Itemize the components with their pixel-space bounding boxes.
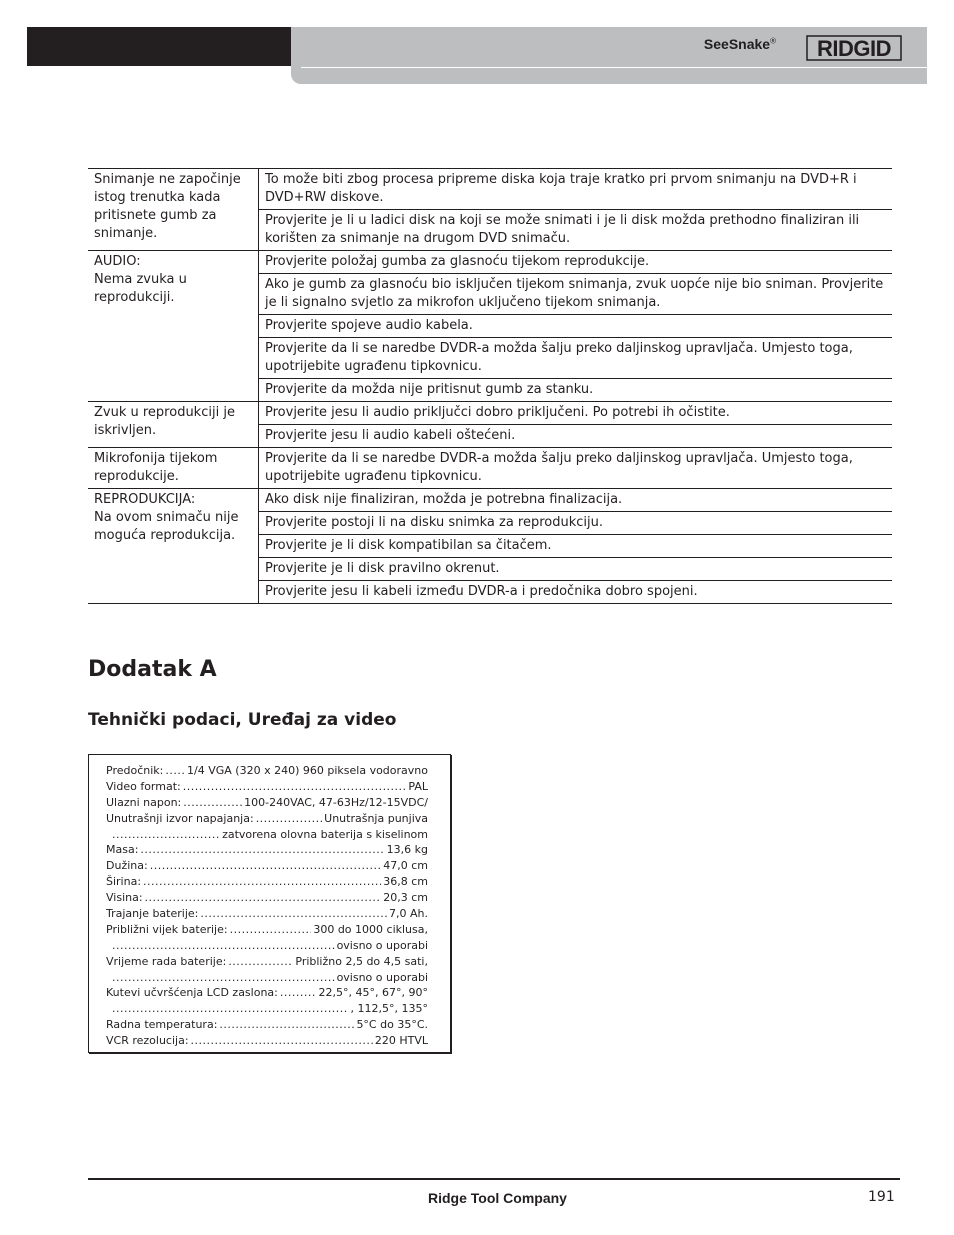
- table-row: [88, 448, 892, 489]
- spec-leader-dots: [143, 874, 381, 890]
- spec-value: 220 HTVL: [374, 1034, 428, 1048]
- header-black-bar: [27, 27, 291, 66]
- spec-value: 47,0 cm: [383, 859, 428, 873]
- header-tab: [291, 66, 927, 84]
- solution-cell: Ako je gumb za glasnoću bio isključen tijekom snimanja, zvuk uopće nije bio sniman. Provjerite je li signalno svjetlo za mikrofon uključeno tijekom snimanja.: [259, 274, 893, 315]
- spec-row: [106, 874, 428, 890]
- solution-cell: Provjerite jesu li kabeli između DVDR-a i predočnika dobro spojeni.: [259, 581, 893, 604]
- spec-label: Vrijeme rada baterije:: [106, 954, 227, 968]
- solution-cell: Provjerite jesu li audio kabeli oštećeni.: [259, 425, 893, 448]
- spec-label: Video format:: [106, 779, 181, 793]
- spec-value: 7,0 Ah.: [389, 907, 428, 921]
- solution-cell: Provjerite je li disk kompatibilan sa čitačem.: [259, 535, 893, 558]
- spec-row: [106, 811, 428, 827]
- spec-value: Unutrašnja punjiva: [324, 811, 428, 825]
- troubleshooting-table: [88, 168, 892, 604]
- spec-value: 22,5°, 45°, 67°, 90°: [318, 986, 428, 1000]
- spec-value: , 112,5°, 135°: [350, 1002, 428, 1016]
- solution-cell: Provjerite da li se naredbe DVDR-a možda šalju preko daljinskog upravljača. Umjesto toga, upotrijebite ugrađenu tipkovnicu.: [259, 448, 893, 489]
- spec-leader-dots: [230, 922, 312, 938]
- spec-label: Približni vijek baterije:: [106, 922, 228, 936]
- specs-box: [88, 754, 451, 1053]
- spec-value: 300 do 1000 ciklusa,: [313, 922, 428, 936]
- spec-row: [106, 890, 428, 906]
- page-number: 191: [868, 1189, 895, 1205]
- spec-row: [106, 1001, 428, 1017]
- spec-row: [106, 827, 428, 843]
- table-row: [88, 402, 892, 425]
- spec-leader-dots: [191, 1033, 373, 1049]
- specs-heading: Tehnički podaci, Uređaj za video: [88, 710, 397, 730]
- solution-cell: Provjerite da li se naredbe DVDR-a možda šalju preko daljinskog upravljača. Umjesto toga, upotrijebite ugrađenu tipkovnicu.: [259, 338, 893, 379]
- spec-label: Trajanje baterije:: [106, 907, 199, 921]
- spec-row: [106, 922, 428, 938]
- spec-leader-dots: [200, 906, 387, 922]
- product-name: SeeSnake®: [703, 36, 776, 52]
- spec-label: [106, 938, 110, 954]
- spec-value: ovisno o uporabi: [336, 970, 428, 984]
- spec-label: Širina:: [106, 875, 142, 889]
- spec-row: [106, 938, 428, 954]
- problem-cell: Mikrofonija tijekom reprodukcije.: [88, 448, 259, 489]
- spec-value: ovisno o uporabi: [336, 938, 428, 952]
- spec-leader-dots: [140, 842, 384, 858]
- table-row: [88, 489, 892, 512]
- problem-cell: Zvuk u reprodukciji je iskrivljen.: [88, 402, 259, 448]
- appendix-heading: Dodatak A: [88, 657, 217, 682]
- spec-label: Masa:: [106, 843, 139, 857]
- solution-cell: Provjerite jesu li audio priključci dobro priključeni. Po potrebi ih očistite.: [259, 402, 893, 425]
- spec-label: [106, 970, 110, 986]
- spec-label: Kutevi učvršćenja LCD zaslona:: [106, 986, 278, 1000]
- solution-cell: Provjerite položaj gumba za glasnoću tijekom reprodukcije.: [259, 251, 893, 274]
- spec-label: [106, 1001, 110, 1017]
- footer-company: Ridge Tool Company: [428, 1190, 567, 1206]
- solution-cell: Provjerite da možda nije pritisnut gumb za stanku.: [259, 379, 893, 402]
- spec-label: Predočnik:: [106, 764, 164, 777]
- solution-cell: Provjerite je li disk pravilno okrenut.: [259, 558, 893, 581]
- registered-mark: ®: [770, 36, 776, 46]
- spec-row: [106, 795, 428, 811]
- spec-value: 1/4 VGA (320 x 240) 960 piksela vodoravno: [187, 764, 428, 777]
- spec-leader-dots: [280, 985, 317, 1001]
- footer-rule: [88, 1178, 900, 1180]
- spec-row: [106, 779, 428, 795]
- spec-leader-dots: [219, 1017, 354, 1033]
- table-row: [88, 169, 892, 210]
- spec-leader-dots: [112, 827, 220, 843]
- spec-leader-dots: [228, 954, 293, 970]
- spec-label: Radna temperatura:: [106, 1018, 218, 1032]
- spec-value: Približno 2,5 do 4,5 sati,: [295, 954, 428, 968]
- spec-value: 36,8 cm: [383, 875, 428, 889]
- spec-leader-dots: [183, 795, 242, 811]
- ridgid-logo-text: RIDGID: [817, 36, 891, 61]
- spec-row: [106, 970, 428, 986]
- spec-value: 5°C do 35°C.: [356, 1018, 428, 1032]
- spec-label: Unutrašnji izvor napajanja:: [106, 811, 254, 825]
- spec-leader-dots: [112, 970, 335, 986]
- spec-label: Visina:: [106, 891, 143, 905]
- spec-label: VCR rezolucija:: [106, 1034, 189, 1048]
- spec-label: Dužina:: [106, 859, 148, 873]
- spec-row: [106, 763, 428, 779]
- header-divider: [301, 67, 927, 68]
- problem-cell: Snimanje ne započinje istog trenutka kada pritisnete gumb za snimanje.: [88, 169, 259, 251]
- solution-cell: Provjerite spojeve audio kabela.: [259, 315, 893, 338]
- spec-leader-dots: [145, 890, 382, 906]
- spec-leader-dots: [256, 811, 322, 827]
- spec-label: [106, 827, 110, 843]
- spec-leader-dots: [183, 779, 407, 795]
- spec-value: PAL: [408, 779, 428, 793]
- solution-cell: Provjerite je li u ladici disk na koji se može snimati i je li disk možda prethodno finaliziran ili korišten za snimanje na drugom DVD snimaču.: [259, 210, 893, 251]
- spec-value: 13,6 kg: [386, 843, 428, 857]
- spec-row: [106, 1033, 428, 1049]
- solution-cell: To može biti zbog procesa pripreme diska koja traje kratko pri prvom snimanju na DVD+R i DVD+RW diskove.: [259, 169, 893, 210]
- spec-leader-dots: [112, 1001, 349, 1017]
- spec-value: zatvorena olovna baterija s kiselinom: [222, 827, 428, 841]
- spec-row: [106, 1017, 428, 1033]
- spec-row: [106, 954, 428, 970]
- spec-value: 20,3 cm: [383, 891, 428, 905]
- spec-leader-dots: [150, 858, 382, 874]
- solution-cell: Ako disk nije finaliziran, možda je potrebna finalizacija.: [259, 489, 893, 512]
- table-row: [88, 251, 892, 274]
- spec-row: [106, 906, 428, 922]
- spec-value: 100-240VAC, 47-63Hz/12-15VDC/: [244, 795, 428, 809]
- spec-row: [106, 985, 428, 1001]
- spec-row: [106, 842, 428, 858]
- spec-label: Ulazni napon:: [106, 795, 182, 809]
- problem-cell: AUDIO: Nema zvuka u reprodukciji.: [88, 251, 259, 402]
- ridgid-logo: [806, 34, 902, 62]
- spec-leader-dots: [112, 938, 335, 954]
- problem-cell: REPRODUKCIJA: Na ovom snimaču nije moguća reprodukcija.: [88, 489, 259, 604]
- spec-leader-dots: [165, 763, 185, 779]
- spec-row: [106, 858, 428, 874]
- solution-cell: Provjerite postoji li na disku snimka za reprodukciju.: [259, 512, 893, 535]
